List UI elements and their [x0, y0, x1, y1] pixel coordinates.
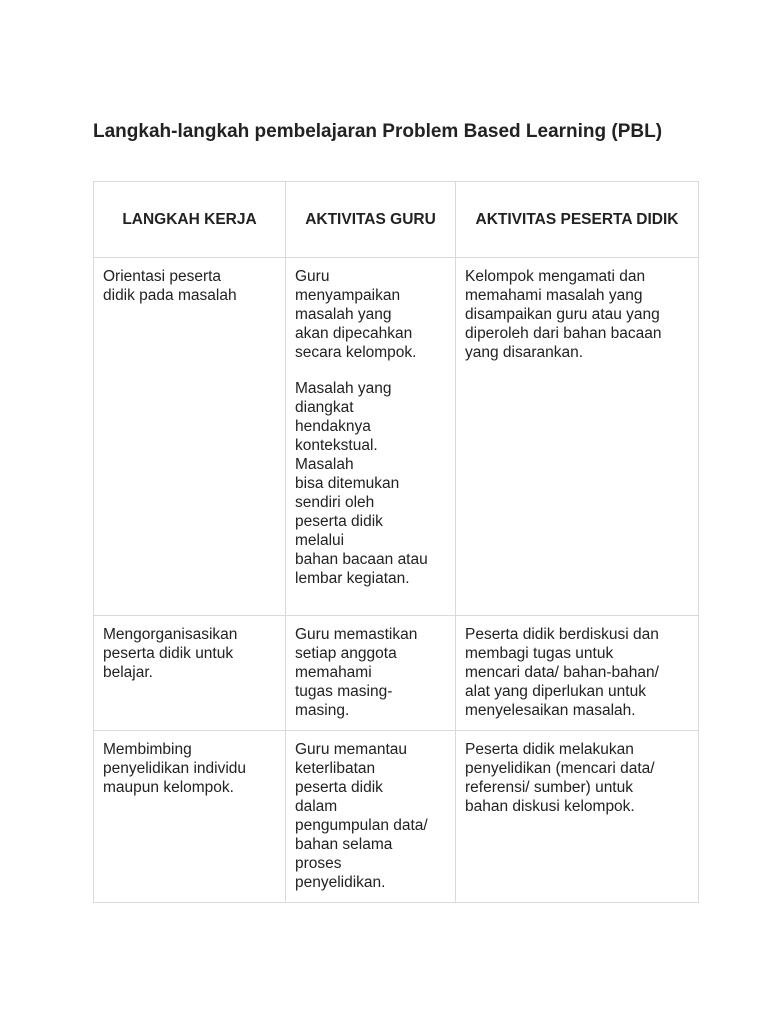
cell-langkah-kerja	[94, 731, 286, 903]
cell-line: peserta didik	[295, 513, 383, 530]
cell-line: keterlibatan	[295, 760, 376, 777]
cell-line: Masalah yang	[295, 380, 392, 397]
cell-line: menyampaikan	[295, 287, 401, 304]
table-row	[94, 258, 699, 616]
cell-text	[103, 267, 275, 305]
cell-text	[295, 379, 445, 588]
cell-langkah-kerja	[94, 258, 286, 616]
cell-line: memahami	[295, 664, 372, 681]
cell-line: pengumpulan data/	[295, 817, 428, 834]
cell-line: peserta didik	[295, 779, 383, 796]
cell-line: maupun kelompok.	[103, 779, 234, 796]
cell-text	[295, 740, 445, 892]
header-aktivitas-peserta-didik	[456, 182, 699, 258]
cell-aktivitas-guru	[286, 731, 456, 903]
cell-line: Mengorganisasikan	[103, 626, 238, 643]
cell-line: didik pada masalah	[103, 287, 237, 304]
cell-text	[465, 625, 688, 720]
cell-aktivitas-guru	[286, 258, 456, 616]
cell-line: hendaknya	[295, 418, 371, 435]
cell-line: akan dipecahkan	[295, 325, 413, 342]
header-aktivitas-guru	[286, 182, 456, 258]
cell-langkah-kerja	[94, 616, 286, 731]
cell-text	[465, 740, 688, 816]
cell-line: bahan bacaan atau	[295, 551, 428, 568]
cell-line: penyelidikan.	[295, 874, 386, 891]
cell-aktivitas-peserta	[456, 731, 699, 903]
cell-line: penyelidikan (mencari data/	[465, 760, 655, 777]
cell-line: menyelesaikan masalah.	[465, 702, 636, 719]
cell-line: proses	[295, 855, 342, 872]
cell-line: masalah yang	[295, 306, 392, 323]
cell-line: bahan selama	[295, 836, 393, 853]
cell-line: Masalah	[295, 456, 354, 473]
cell-line: yang disarankan.	[465, 344, 584, 361]
cell-line: disampaikan guru atau yang	[465, 306, 660, 323]
cell-line: alat yang diperlukan untuk	[465, 683, 646, 700]
cell-text	[103, 625, 275, 682]
cell-line: Peserta didik melakukan	[465, 741, 634, 758]
cell-line: sendiri oleh	[295, 494, 375, 511]
cell-line: bisa ditemukan	[295, 475, 400, 492]
header-label: AKTIVITAS PESERTA DIDIK	[475, 211, 679, 228]
cell-line: memahami masalah yang	[465, 287, 643, 304]
cell-aktivitas-peserta	[456, 258, 699, 616]
cell-line: peserta didik untuk	[103, 645, 234, 662]
table-header-row	[94, 182, 699, 258]
cell-line: Guru	[295, 268, 330, 285]
cell-line: melalui	[295, 532, 345, 549]
cell-line: Kelompok mengamati dan	[465, 268, 646, 285]
document-title: Langkah-langkah pembelajaran Problem Based Learning (PBL)	[93, 121, 663, 142]
cell-line: Peserta didik berdiskusi dan	[465, 626, 659, 643]
cell-line: diangkat	[295, 399, 354, 416]
cell-aktivitas-guru	[286, 616, 456, 731]
cell-line: referensi/ sumber) untuk	[465, 779, 633, 796]
header-label: LANGKAH KERJA	[122, 211, 257, 228]
cell-aktivitas-peserta	[456, 616, 699, 731]
cell-line: dalam	[295, 798, 338, 815]
cell-line: membagi tugas untuk	[465, 645, 614, 662]
cell-line: belajar.	[103, 664, 153, 681]
cell-line: masing.	[295, 702, 350, 719]
cell-line: Orientasi peserta	[103, 268, 222, 285]
table-row	[94, 731, 699, 903]
header-label: AKTIVITAS GURU	[305, 211, 436, 228]
cell-line: setiap anggota	[295, 645, 397, 662]
cell-text	[103, 740, 275, 797]
cell-line: penyelidikan individu	[103, 760, 247, 777]
table-row	[94, 616, 699, 731]
cell-text	[465, 267, 688, 362]
cell-line: secara kelompok.	[295, 344, 417, 361]
cell-line: Guru memastikan	[295, 626, 418, 643]
cell-line: tugas masing-	[295, 683, 393, 700]
cell-line: mencari data/ bahan-bahan/	[465, 664, 659, 681]
pbl-steps-table	[93, 181, 699, 903]
cell-text	[295, 625, 445, 720]
cell-text	[295, 267, 445, 362]
cell-line: diperoleh dari bahan bacaan	[465, 325, 662, 342]
cell-line: Membimbing	[103, 741, 192, 758]
header-langkah-kerja	[94, 182, 286, 258]
cell-line: bahan diskusi kelompok.	[465, 798, 635, 815]
cell-line: kontekstual.	[295, 437, 378, 454]
cell-line: Guru memantau	[295, 741, 407, 758]
cell-line: lembar kegiatan.	[295, 570, 410, 587]
